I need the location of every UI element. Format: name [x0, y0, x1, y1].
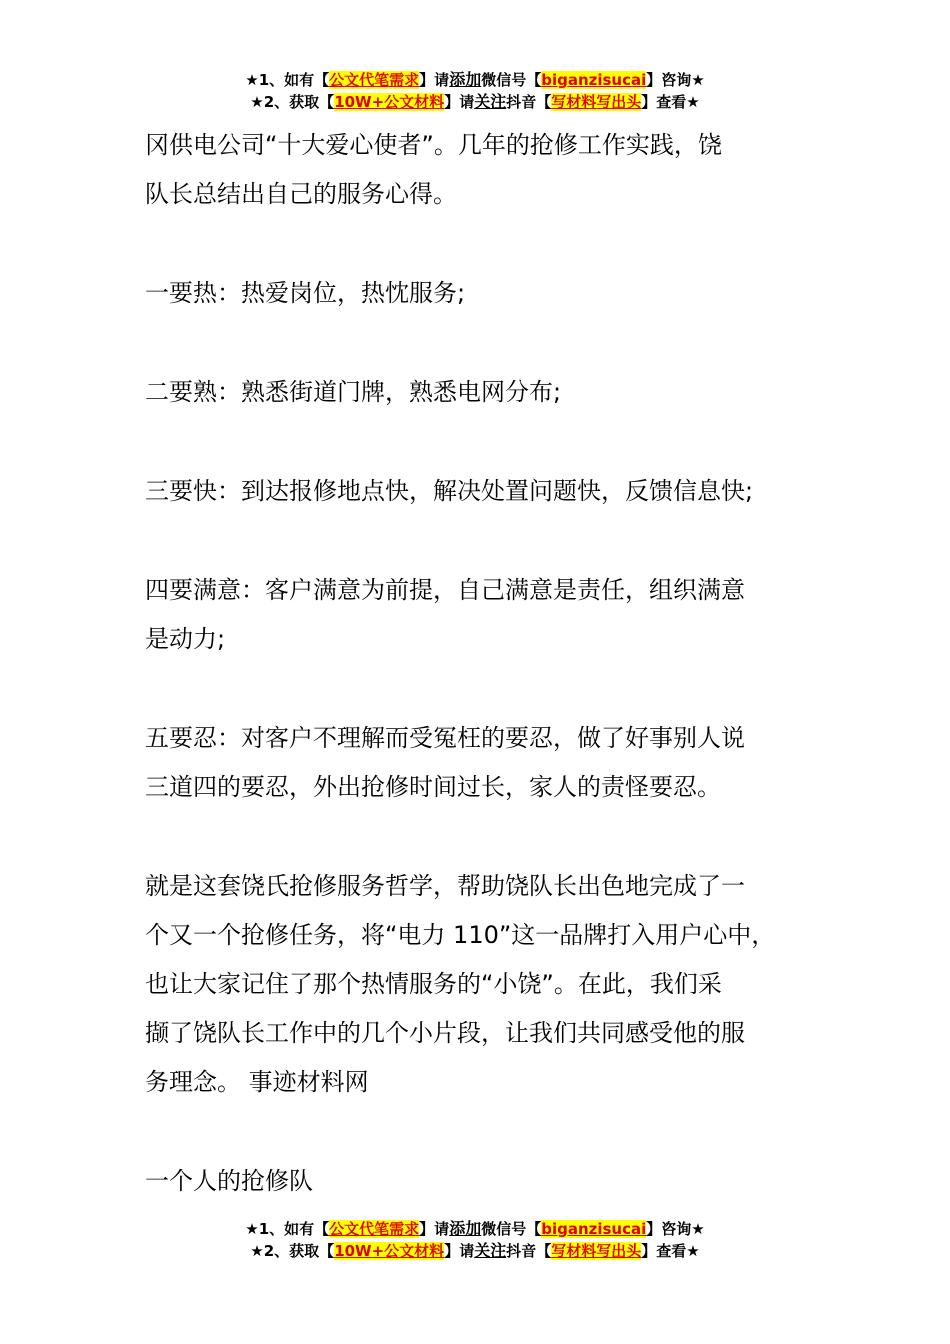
banner-text: ★2、获取【	[250, 1242, 335, 1260]
banner-line-2	[0, 1240, 950, 1262]
banner-line-2	[0, 91, 950, 113]
paragraph-line: 是动力;	[145, 625, 226, 653]
banner-highlight: biganzisucai	[541, 1220, 647, 1238]
banner-highlight: 写材料写出头	[551, 93, 642, 111]
banner-text: ★1、如有【	[245, 1220, 330, 1238]
paragraph-line: 队长总结出自己的服务心得。	[145, 180, 457, 208]
paragraph-line: 务理念。 事迹材料网	[145, 1068, 369, 1096]
paragraph-line: 一要热：热爱岗位，热忱服务;	[145, 279, 466, 307]
banner-emphasis: 添加	[449, 70, 482, 89]
banner-highlight: 10W+公文材料	[334, 93, 445, 111]
header-banner	[0, 69, 950, 113]
banner-text: ★2、获取【	[250, 93, 335, 111]
paragraph-line: 三要快：到达报修地点快，解决处置问题快，反馈信息快;	[145, 477, 754, 505]
banner-highlight: biganzisucai	[541, 71, 647, 89]
banner-emphasis: 关注	[474, 92, 507, 111]
paragraph-line: 二要熟：熟悉街道门牌，熟悉电网分布;	[145, 378, 562, 406]
banner-text: 】请	[419, 1220, 450, 1238]
banner-line-1	[0, 69, 950, 91]
paragraph-line: 四要满意：客户满意为前提，自己满意是责任，组织满意	[145, 576, 745, 604]
document-body	[145, 121, 845, 1206]
banner-text: 微信号【	[481, 71, 542, 89]
banner-text: 】咨询★	[646, 1220, 705, 1238]
paragraph-line: 撷了饶队长工作中的几个小片段，让我们共同感受他的服	[145, 1019, 745, 1047]
banner-text: ★1、如有【	[245, 71, 330, 89]
banner-text: 】查看★	[641, 1242, 700, 1260]
banner-text: 】请	[419, 71, 450, 89]
banner-text: 抖音【	[506, 93, 552, 111]
paragraph-line: 三道四的要忍，外出抢修时间过长，家人的责怪要忍。	[145, 773, 721, 801]
banner-highlight: 写材料写出头	[551, 1242, 642, 1260]
banner-emphasis: 添加	[449, 1219, 482, 1238]
paragraph-line: 五要忍：对客户不理解而受冤枉的要忍，做了好事别人说	[145, 724, 745, 752]
banner-text: 抖音【	[506, 1242, 552, 1260]
banner-text: 】请	[444, 1242, 475, 1260]
paragraph-line: 就是这套饶氏抢修服务哲学，帮助饶队长出色地完成了一	[145, 872, 745, 900]
banner-emphasis: 关注	[474, 1241, 507, 1260]
paragraph-line: 冈供电公司“十大爱心使者”。几年的抢修工作实践，饶	[145, 131, 722, 159]
banner-highlight: 公文代笔需求	[329, 71, 420, 89]
banner-text: 】咨询★	[646, 71, 705, 89]
banner-text: 】请	[444, 93, 475, 111]
banner-line-1	[0, 1218, 950, 1240]
banner-text: 】查看★	[641, 93, 700, 111]
paragraph-line: 个又一个抢修任务，将“电力 110”这一品牌打入用户心中，	[145, 921, 776, 949]
banner-text: 微信号【	[481, 1220, 542, 1238]
section-heading: 一个人的抢修队	[145, 1167, 313, 1195]
paragraph-line: 也让大家记住了那个热情服务的“小饶”。在此，我们采	[145, 970, 722, 998]
banner-highlight: 公文代笔需求	[329, 1220, 420, 1238]
footer-banner	[0, 1218, 950, 1262]
banner-highlight: 10W+公文材料	[334, 1242, 445, 1260]
